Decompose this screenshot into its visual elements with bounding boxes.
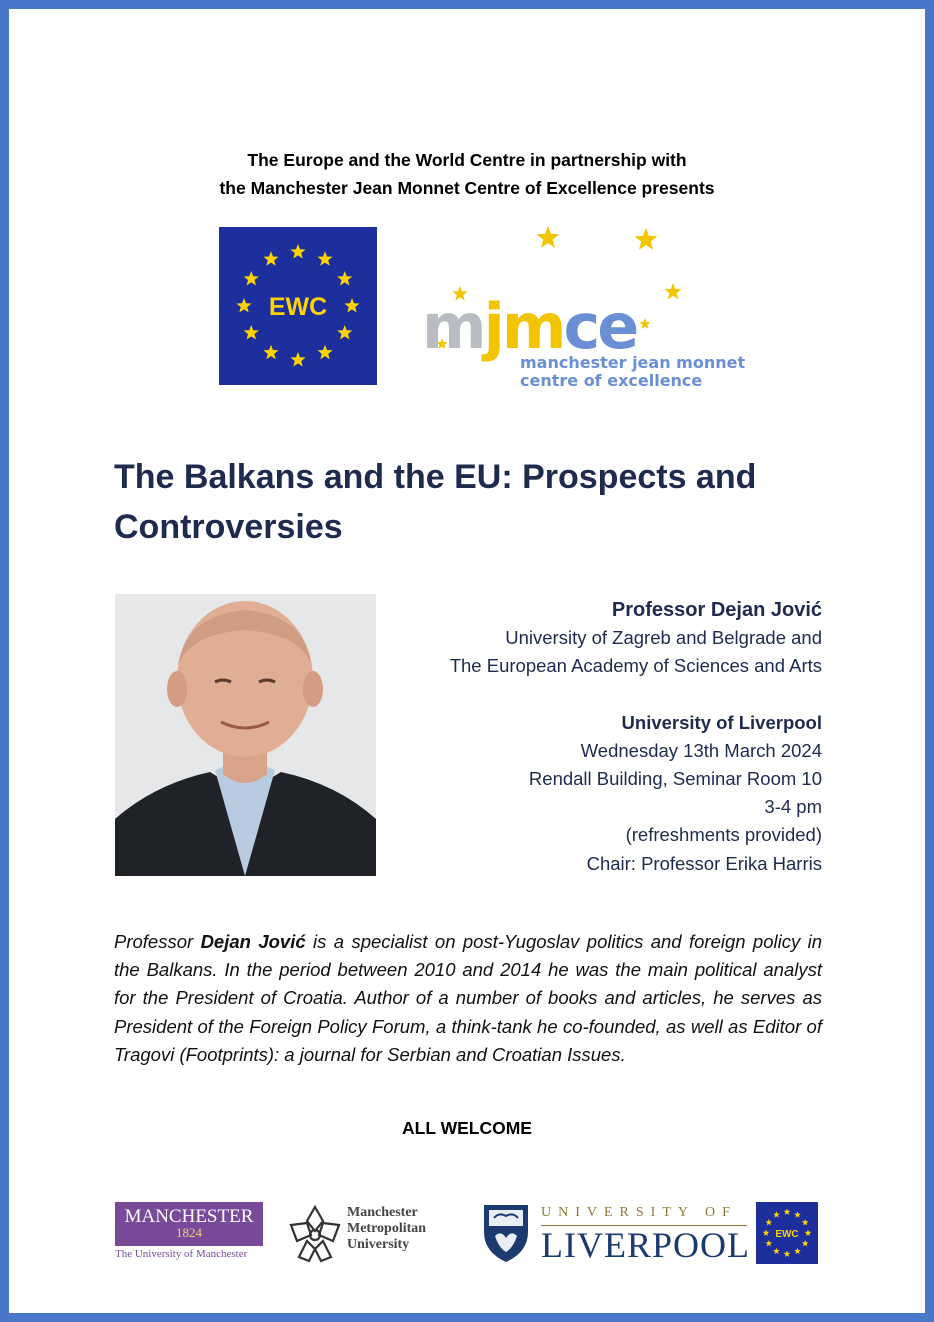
mjmce-star-icon <box>664 283 681 299</box>
mmu-logo <box>287 1203 457 1263</box>
ewc-logo-text: EWC <box>268 293 328 321</box>
mmu-line-2: Metropolitan <box>347 1221 427 1236</box>
eu-star-icon <box>290 352 305 366</box>
ewc-small-logo <box>756 1202 818 1264</box>
eu-star-icon <box>784 1209 791 1215</box>
speaker-affiliation-2: The European Academy of Sciences and Arts <box>449 655 822 677</box>
mmu-flower-icon <box>287 1203 343 1263</box>
eu-stars-small-icon <box>756 1202 818 1264</box>
eu-star-icon <box>263 345 278 359</box>
mjmce-wordmark: mjmce <box>422 290 637 363</box>
mjmce-star-icon <box>639 318 650 329</box>
bio-prefix: Professor <box>114 931 201 952</box>
eu-star-icon <box>805 1230 812 1236</box>
intro-line-2: the Manchester Jean Monnet Centre of Excellence presents <box>219 178 715 198</box>
bio-name: Dejan Jović <box>200 931 306 952</box>
eu-star-icon <box>244 325 259 339</box>
event-refreshments: (refreshments provided) <box>625 824 822 846</box>
eu-star-icon <box>763 1230 770 1236</box>
mmu-line-1: Manchester <box>347 1205 418 1220</box>
eu-star-icon <box>794 1211 801 1217</box>
event-date: Wednesday 13th March 2024 <box>580 739 822 761</box>
eu-star-icon <box>263 251 278 265</box>
speaker-affiliation-1: University of Zagreb and Belgrade and <box>505 627 822 649</box>
eu-star-icon <box>236 298 251 312</box>
event-room: Rendall Building, Seminar Room 10 <box>528 768 822 790</box>
eu-star-icon <box>317 345 332 359</box>
ewc-logo <box>219 227 377 385</box>
mjmce-star-icon <box>635 228 658 250</box>
eu-star-icon <box>337 325 352 339</box>
ewc-small-text: EWC <box>775 1229 799 1240</box>
university-of-manchester-logo <box>115 1202 263 1260</box>
manchester-wordmark: MANCHESTER <box>124 1206 254 1227</box>
speaker-name: Professor Dejan Jović <box>611 599 822 621</box>
manchester-subtitle: The University of Manchester <box>115 1248 248 1260</box>
eu-star-icon <box>765 1219 772 1225</box>
eu-star-icon <box>317 251 332 265</box>
mjmce-logo <box>420 222 750 394</box>
eu-star-icon <box>290 244 305 258</box>
eu-star-icon <box>773 1248 780 1254</box>
all-welcome: ALL WELCOME <box>402 1118 532 1138</box>
liverpool-wordmark: LIVERPOOL <box>541 1225 750 1265</box>
university-of-liverpool-logo <box>481 1202 750 1265</box>
intro-line-1: The Europe and the World Centre in partnership with <box>247 150 687 170</box>
event-time: 3-4 pm <box>764 796 822 818</box>
eu-star-icon <box>344 298 359 312</box>
intro-text <box>0 146 934 202</box>
mjmce-star-icon <box>537 226 560 248</box>
event-title: The Balkans and the EU: Prospects and Controversies <box>114 458 757 546</box>
eu-star-icon <box>337 271 352 285</box>
speaker-bio <box>114 928 822 1069</box>
eu-star-icon <box>244 271 259 285</box>
eu-star-icon <box>794 1248 801 1254</box>
eu-star-icon <box>773 1211 780 1217</box>
bio-text: is a specialist on post-Yugoslav politics and foreign policy in the Balkans. In the period between 2010 and 2014 he was the main political analyst for the President of Croatia. Author of a number of books and articles, he serves as President of the Foreign Policy Forum, a think-tank he co-founded, as well as Editor of Tragovi (Footprints): a journal for Serbian and Croatian Issues. <box>114 931 823 1065</box>
eu-stars-icon <box>219 227 377 385</box>
event-chair: Chair: Professor Erika Harris <box>586 852 822 874</box>
event-info <box>362 596 822 878</box>
speaker-photo <box>115 594 376 876</box>
mjmce-tagline-1: manchester jean monnet <box>520 353 746 372</box>
manchester-year: 1824 <box>176 1225 202 1240</box>
liverpool-crest-icon <box>481 1202 531 1264</box>
eu-star-icon <box>784 1251 791 1257</box>
eu-star-icon <box>802 1219 809 1225</box>
mjmce-tagline-2: centre of excellence <box>520 371 703 390</box>
eu-star-icon <box>765 1240 772 1246</box>
mmu-line-3: University <box>347 1237 410 1252</box>
eu-star-icon <box>802 1240 809 1246</box>
venue-name: University of Liverpool <box>621 711 822 733</box>
liverpool-university-of: UNIVERSITY OF <box>541 1205 737 1220</box>
